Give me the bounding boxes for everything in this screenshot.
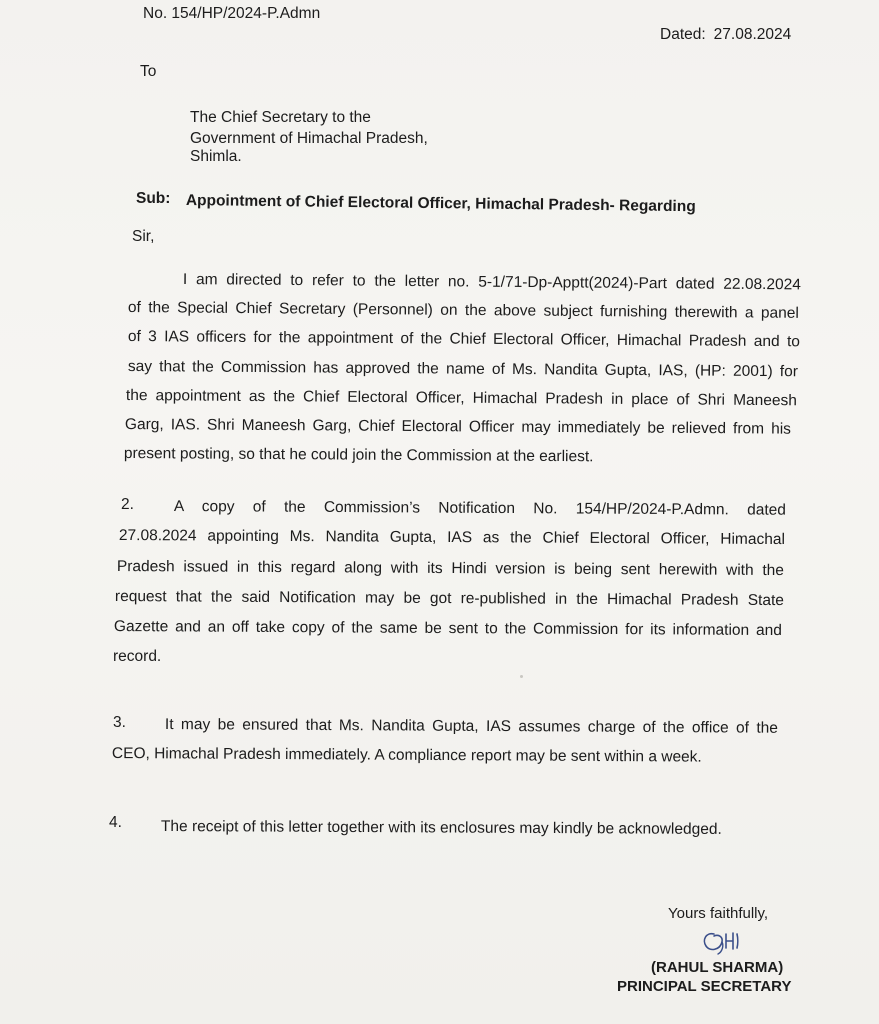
para1-line: present posting, so that he could join the Commission at the earliest.	[123, 444, 594, 466]
addressee-line-1: The Chief Secretary to the	[190, 109, 371, 126]
para2-line: request that the said Notification may be got re-published in the Himachal Pradesh State	[114, 588, 784, 610]
para1-line: of the Special Chief Secretary (Personnel) on the above subject furnishing therewith a panel	[127, 298, 799, 322]
subject-label: Sub:	[136, 190, 171, 207]
para1-line: of 3 IAS officers for the appointment of the Chief Electoral Officer, Himachal Pradesh and to	[127, 327, 800, 351]
para2-number: 2.	[121, 496, 134, 513]
para3-number: 3.	[113, 714, 126, 731]
para2-line: A copy of the Commission’s Notification No. 154/HP/2024-P.Admn. dated	[173, 497, 786, 519]
para3-line: CEO, Himachal Pradesh immediately. A compliance report may be sent within a week.	[111, 745, 702, 766]
para2-line: 27.08.2024 appointing Ms. Nandita Gupta, IAS as the Chief Electoral Officer, Himachal	[118, 527, 785, 549]
reference-number: No. 154/HP/2024-P.Admn	[143, 5, 321, 22]
signer-title: PRINCIPAL SECRETARY	[617, 978, 792, 995]
para1-line: the appointment as the Chief Electoral Officer, Himachal Pradesh in place of Shri Maneesh	[125, 386, 797, 410]
to-label: To	[140, 63, 157, 80]
date-value: 27.08.2024	[713, 26, 792, 43]
salutation: Sir,	[132, 228, 155, 245]
addressee-line-2: Government of Himachal Pradesh,	[190, 130, 428, 147]
para1-line: Garg, IAS. Shri Maneesh Garg, Chief Electoral Officer may immediately be relieved from his	[124, 415, 791, 438]
para3-line: It may be ensured that Ms. Nandita Gupta, IAS assumes charge of the office of the	[164, 716, 778, 737]
closing: Yours faithfully,	[668, 905, 769, 922]
para1-line: I am directed to refer to the letter no. 5-1/71-Dp-Apptt(2024)-Part dated 22.08.2024	[182, 270, 801, 294]
para4-line: The receipt of this letter together with its enclosures may kindly be acknowledged.	[160, 818, 722, 838]
para2-line: Gazette and an off take copy of the same be sent to the Commission for its information and	[113, 618, 782, 640]
date-label: Dated:	[660, 26, 706, 43]
para2-line: record.	[113, 648, 162, 665]
subject-text: Appointment of Chief Electoral Officer, Himachal Pradesh- Regarding	[185, 191, 696, 216]
date-line	[660, 25, 791, 45]
para2-line: Pradesh issued in this regard along with its Hindi version is being sent herewith with the	[116, 558, 784, 580]
addressee-line-3: Shimla.	[190, 148, 242, 165]
para4-number: 4.	[109, 814, 122, 831]
signer-name: (RAHUL SHARMA)	[651, 959, 784, 976]
handwritten-signature-icon	[700, 928, 742, 956]
paper-speck	[520, 675, 523, 678]
para1-line: say that the Commission has approved the name of Ms. Nandita Gupta, IAS, (HP: 2001) for	[127, 357, 798, 381]
